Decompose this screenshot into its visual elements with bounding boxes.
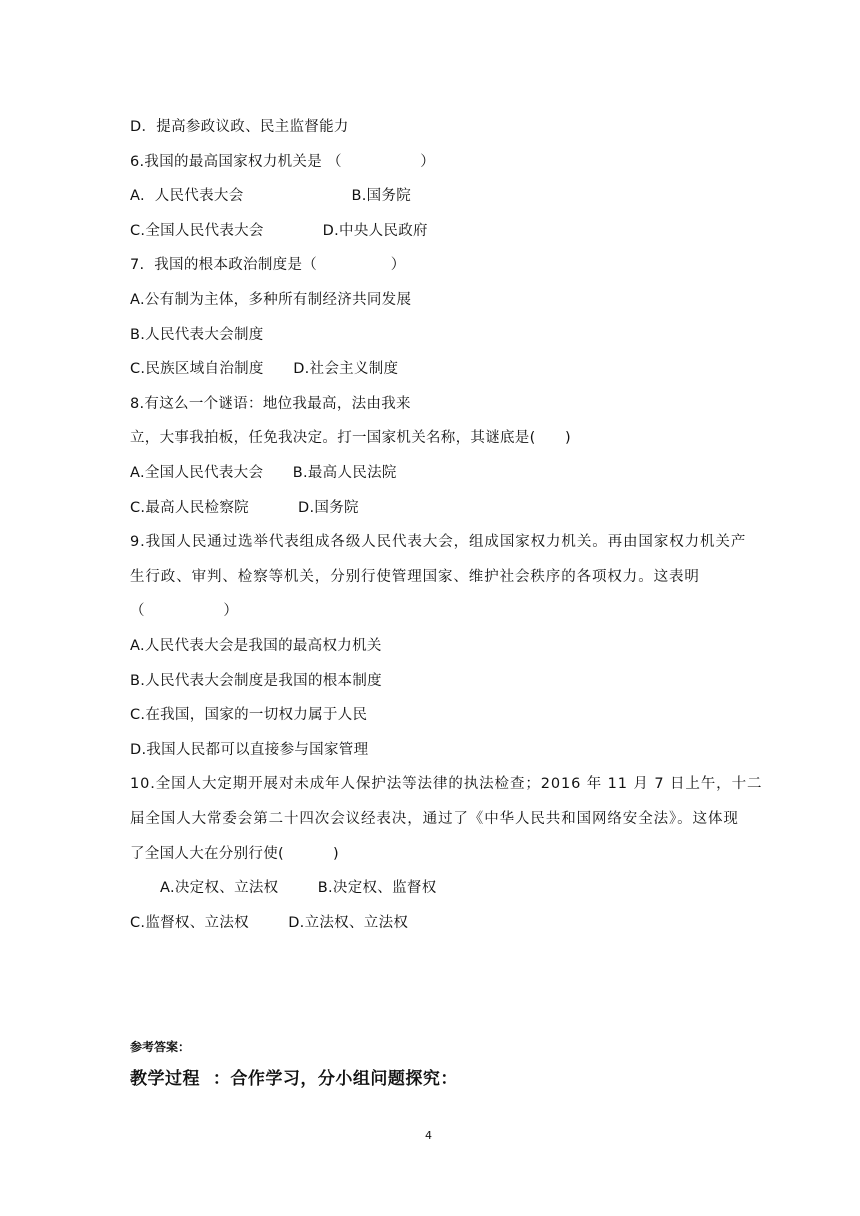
q9-option-a: A.人民代表大会是我国的最高权力机关 [130,638,382,654]
teaching-process-heading: 教学过程 ：合作学习，分小组问题探究： [130,1069,458,1089]
q6-options-cd: C.全国人民代表大会 D.中央人民政府 [130,223,428,239]
question-7: 7. 我国的根本政治制度是（ ） [130,257,406,273]
q7-option-a: A.公有制为主体，多种所有制经济共同发展 [130,292,412,308]
q9-option-b: B.人民代表大会制度是我国的根本制度 [130,673,382,689]
question-9-line1: 9.我国人民通过选举代表组成各级人民代表大会，组成国家权力机关。再由国家权力机关产 [130,534,747,550]
q10-options-ab: A.决定权、立法权 B.决定权、监督权 [160,880,437,896]
q9-option-c: C.在我国，国家的一切权力属于人民 [130,707,368,723]
q8-options-ab: A.全国人民代表大会 B.最高人民法院 [130,465,397,481]
q7-option-b: B.人民代表大会制度 [130,327,264,343]
page-number: 4 [425,1129,432,1142]
question-9-line2: 生行政、审判、检察等机关，分别行使管理国家、维护社会秩序的各项权力。这表明 [130,569,700,585]
q7-options-cd: C.民族区域自治制度 D.社会主义制度 [130,361,399,377]
question-10-line1: 10.全国人大定期开展对未成年人保护法等法律的执法检查；2016 年 11 月 7 日上午，十二 [130,776,763,792]
q10-options-cd: C.监督权、立法权 D.立法权、立法权 [130,915,409,931]
question-8-line1: 8.有这么一个谜语：地位我最高，法由我来 [130,396,411,412]
option-d-q5: D．提高参政议政、民主监督能力 [130,119,349,135]
question-9-line3: （ ） [130,603,239,619]
question-6: 6.我国的最高国家权力机关是 （ ） [130,154,436,170]
q8-options-cd: C.最高人民检察院 D.国务院 [130,500,359,516]
reference-answer-label: 参考答案： [130,1040,191,1054]
q6-options-ab: A. 人民代表大会 B.国务院 [130,188,412,204]
question-10-line2: 届全国人大常委会第二十四次会议经表决，通过了《中华人民共和国网络安全法》。这体现 [130,811,739,827]
question-8-line2: 立，大事我拍板，任免我决定。打一国家机关名称，其谜底是( ) [130,430,571,446]
q9-option-d: D.我国人民都可以直接参与国家管理 [130,742,369,758]
question-10-line3: 了全国人大在分别行使( ) [130,846,340,862]
